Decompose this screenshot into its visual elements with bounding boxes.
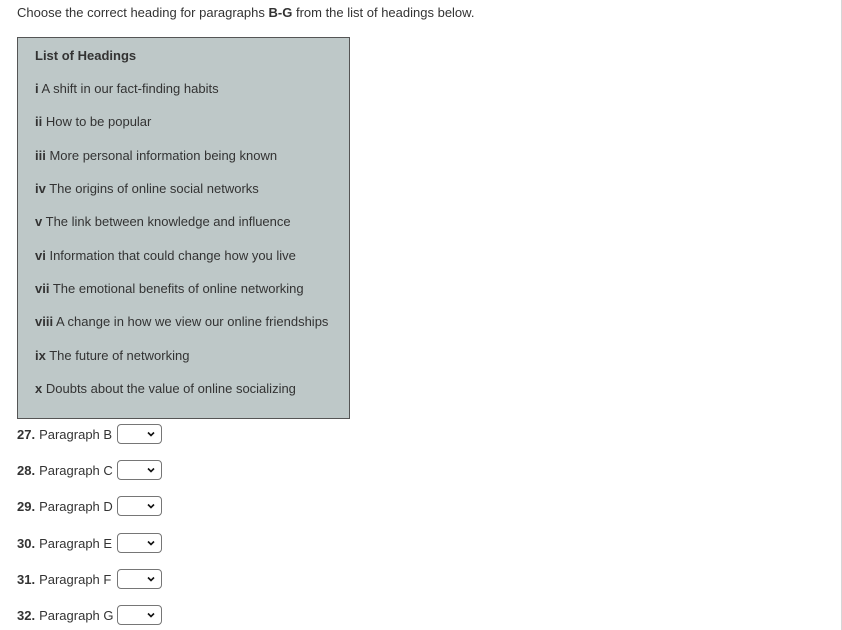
question-number: 30. bbox=[17, 535, 36, 551]
instructions-suffix: from the list of headings below. bbox=[292, 5, 475, 20]
heading-item bbox=[35, 347, 189, 365]
heading-text: A change in how we view our online friendships bbox=[55, 314, 329, 329]
question-number: 32. bbox=[17, 607, 36, 623]
heading-number: vii bbox=[35, 281, 50, 296]
heading-text: How to be popular bbox=[45, 114, 152, 129]
chevron-down-icon bbox=[147, 430, 155, 438]
heading-text: The future of networking bbox=[49, 348, 190, 363]
question-number: 29. bbox=[17, 498, 36, 514]
heading-number: v bbox=[35, 214, 43, 229]
heading-number: ii bbox=[35, 114, 43, 129]
question-row-31 bbox=[17, 568, 111, 590]
question-number: 28. bbox=[17, 462, 36, 478]
heading-number: iv bbox=[35, 181, 46, 196]
paragraph-c-select[interactable] bbox=[117, 460, 162, 480]
heading-item bbox=[35, 147, 277, 165]
list-of-headings-box bbox=[17, 37, 350, 419]
heading-text: More personal information being known bbox=[49, 148, 278, 163]
paragraph-e-select[interactable] bbox=[117, 533, 162, 553]
paragraph-g-select[interactable] bbox=[117, 605, 162, 625]
question-label: Paragraph B bbox=[39, 426, 113, 442]
question-number: 27. bbox=[17, 426, 36, 442]
heading-item bbox=[35, 280, 304, 298]
question-label: Paragraph D bbox=[39, 498, 113, 514]
question-row-32 bbox=[17, 604, 114, 626]
paragraph-b-select[interactable] bbox=[117, 424, 162, 444]
heading-item bbox=[35, 313, 328, 331]
headings-title: List of Headings bbox=[35, 48, 137, 63]
heading-text: Information that could change how you live bbox=[49, 248, 296, 263]
heading-text: The emotional benefits of online networking bbox=[52, 281, 304, 296]
question-label: Paragraph G bbox=[39, 607, 114, 623]
question-row-29 bbox=[17, 495, 113, 517]
chevron-down-icon bbox=[147, 575, 155, 583]
chevron-down-icon bbox=[147, 539, 155, 547]
heading-item bbox=[35, 213, 291, 231]
question-label: Paragraph E bbox=[39, 535, 113, 551]
paragraph-d-select[interactable] bbox=[117, 496, 162, 516]
heading-item bbox=[35, 113, 151, 131]
chevron-down-icon bbox=[147, 466, 155, 474]
heading-number: ix bbox=[35, 348, 46, 363]
heading-number: vi bbox=[35, 248, 46, 263]
heading-text: The link between knowledge and influence bbox=[45, 214, 291, 229]
heading-number: x bbox=[35, 381, 43, 396]
question-label: Paragraph C bbox=[39, 462, 113, 478]
question-row-28 bbox=[17, 459, 113, 481]
heading-text: A shift in our fact-finding habits bbox=[41, 81, 219, 96]
heading-text: The origins of online social networks bbox=[49, 181, 259, 196]
chevron-down-icon bbox=[147, 611, 155, 619]
heading-item bbox=[35, 380, 296, 398]
instructions-range: B-G bbox=[268, 5, 293, 20]
question-row-30 bbox=[17, 532, 112, 554]
heading-number: i bbox=[35, 81, 39, 96]
question-label: Paragraph F bbox=[39, 571, 112, 587]
heading-item bbox=[35, 180, 259, 198]
question-number: 31. bbox=[17, 571, 36, 587]
heading-text: Doubts about the value of online socializing bbox=[45, 381, 296, 396]
heading-item bbox=[35, 247, 296, 265]
question-row-27 bbox=[17, 423, 112, 445]
instructions-text bbox=[17, 5, 474, 21]
chevron-down-icon bbox=[147, 502, 155, 510]
instructions-prefix: Choose the correct heading for paragraphs bbox=[17, 5, 269, 20]
paragraph-f-select[interactable] bbox=[117, 569, 162, 589]
heading-number: viii bbox=[35, 314, 54, 329]
heading-item bbox=[35, 80, 219, 98]
heading-number: iii bbox=[35, 148, 46, 163]
